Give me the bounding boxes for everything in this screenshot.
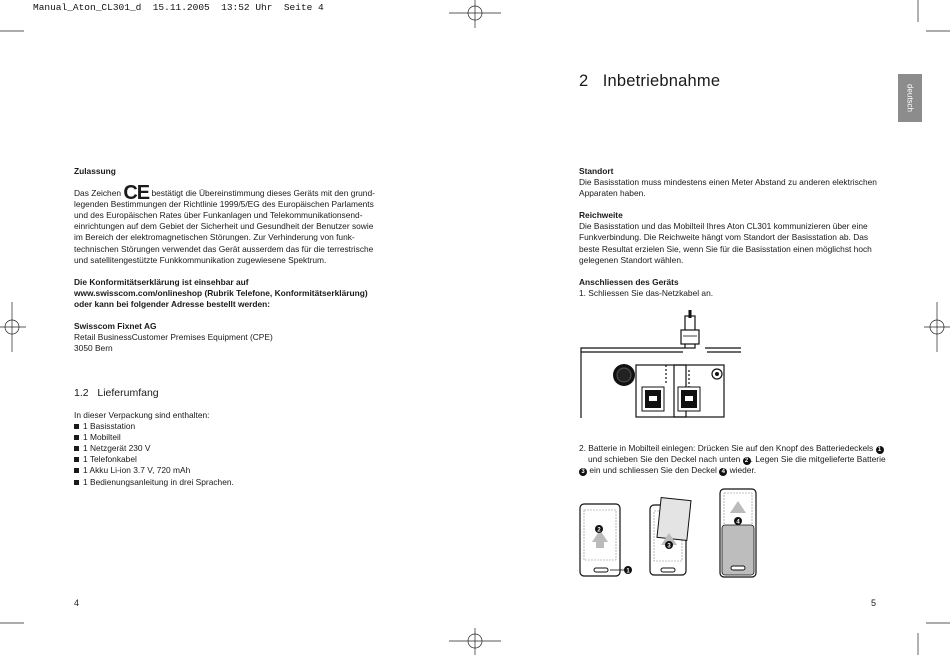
conformity-link[interactable]: www.swisscom.com/onlineshop (Rubrik Telefone, Konformitätserklärung) xyxy=(74,288,368,299)
reichweite-line: Funkverbindung. Die Reichweite hängt vom Standort der Basisstation ab. Das xyxy=(579,232,869,243)
step-1-text: 1. Schliessen Sie das-Netzkabel an. xyxy=(579,287,714,298)
handset-step-4 xyxy=(718,487,758,579)
step-2-line xyxy=(579,443,886,454)
zulassung-line: einrichtungen auf dem Gebiet der Sicherheit und Gesundheit der Benutzer sowie xyxy=(74,221,374,232)
language-tab-label: deutsch xyxy=(905,83,915,113)
figure-callout-label: 1 xyxy=(626,568,630,575)
conformity-line: Die Konformitätserklärung ist einsehbar auf xyxy=(74,277,249,287)
zulassung-body xyxy=(74,199,374,266)
page-number-right: 5 xyxy=(871,598,877,608)
address-line: 3050 Bern xyxy=(74,343,113,354)
base-station-illustration xyxy=(579,310,744,422)
handset-step-1-2 xyxy=(578,502,638,580)
step-2-line xyxy=(579,454,886,465)
page-number-left: 4 xyxy=(74,598,80,608)
list-item: 1 Telefonkabel xyxy=(74,454,234,465)
zulassung-line: technischen Störungen verwendet das Gerät ausserdem das für die terrestrische xyxy=(74,243,374,254)
contents-list xyxy=(74,421,234,488)
list-item: 1 Mobilteil xyxy=(74,432,234,443)
zulassung-line-post: bestätigt die Übereinstimmung dieses Geräts mit den grund- xyxy=(151,188,375,199)
phone-jack-right xyxy=(678,387,700,411)
standort-heading: Standort xyxy=(579,166,614,176)
step-2-line-3a: ein und schliessen Sie den Deckel xyxy=(589,465,717,476)
standort-line: Die Basisstation muss mindestens einen Meter Abstand zu anderen elektrischen xyxy=(579,177,877,188)
address-line: Retail BusinessCustomer Premises Equipment (CPE) xyxy=(74,332,273,343)
zulassung-section xyxy=(74,166,374,266)
step-2-line-2b: . Legen Sie die mitgelieferte Batterie xyxy=(750,454,886,465)
reichweite-heading: Reichweite xyxy=(579,210,623,221)
section-1-2-title: 1.2 Lieferumfang xyxy=(74,387,159,399)
step-2-line-3b: wieder. xyxy=(729,465,757,476)
address-company: Swisscom Fixnet AG xyxy=(74,321,157,331)
print-slug: Manual_Aton_CL301_d 15.11.2005 13:52 Uhr Seite 4 xyxy=(33,2,324,13)
phone-jack-left xyxy=(642,387,664,411)
zulassung-line: und des Europäischen Rates über Funkanlagen und Telekommunikationsend- xyxy=(74,210,363,221)
callout-1-icon: 1 xyxy=(876,446,884,454)
step-2-line-2a: und schieben Sie den Deckel nach unten xyxy=(588,454,741,465)
chapter-title: 2 Inbetriebnahme xyxy=(579,72,721,90)
figure-callout-label: 4 xyxy=(736,519,740,526)
conformity-note xyxy=(74,277,368,310)
step-2-line-1: 2. Batterie in Mobilteil einlegen: Drücken Sie auf den Knopf des Batteriedeckels xyxy=(579,443,874,453)
zulassung-line: legenden Bestimmungen der Richtlinie 1999/5/EG des Europäischen Parlaments xyxy=(74,199,374,210)
address-block xyxy=(74,321,273,354)
figure-callout-label: 2 xyxy=(597,527,601,534)
conformity-line: oder kann bei folgender Adresse bestellt werden: xyxy=(74,299,271,310)
contents-intro: In dieser Verpackung sind enthalten: xyxy=(74,410,210,420)
list-item: 1 Basisstation xyxy=(74,421,234,432)
list-item: 1 Bedienungsanleitung in drei Sprachen. xyxy=(74,477,234,488)
standort-line: Apparaten haben. xyxy=(579,188,646,199)
zulassung-line-pre: Das Zeichen xyxy=(74,188,122,199)
language-tab xyxy=(898,74,922,122)
anschliessen-heading: Anschliessen des Geräts xyxy=(579,276,679,287)
callout-4-icon: 4 xyxy=(719,468,727,476)
callout-3-icon: 3 xyxy=(579,468,587,476)
zulassung-heading: Zulassung xyxy=(74,166,116,176)
zulassung-line: und satellitengestützte Funkkommunikation zugewiesene Spektrum. xyxy=(74,254,327,265)
callout-2-icon: 2 xyxy=(743,457,751,465)
zulassung-line: im Bereich der elektromagnetischen Störungen. Zur Verhinderung von funk- xyxy=(74,232,355,243)
figure-callout-label: 3 xyxy=(667,543,671,550)
list-item: 1 Netzgerät 230 V xyxy=(74,443,234,454)
list-item: 1 Akku Li-ion 3.7 V, 720 mAh xyxy=(74,465,234,476)
handset-step-3 xyxy=(647,497,697,577)
standort-section xyxy=(579,166,877,299)
step-2-line xyxy=(579,465,886,476)
reichweite-line: beste Resultat erzielen Sie, wenn Sie für die Basisstation einen möglichst hoch xyxy=(579,243,872,254)
reichweite-line: gelegenen Standort wählen. xyxy=(579,254,684,265)
ce-mark-icon: CE xyxy=(123,182,150,205)
step-2-text xyxy=(579,443,886,476)
reichweite-line: Die Basisstation und das Mobilteil Ihres Aton CL301 kommunizieren über eine xyxy=(579,221,868,232)
contents-list-block xyxy=(74,410,234,488)
